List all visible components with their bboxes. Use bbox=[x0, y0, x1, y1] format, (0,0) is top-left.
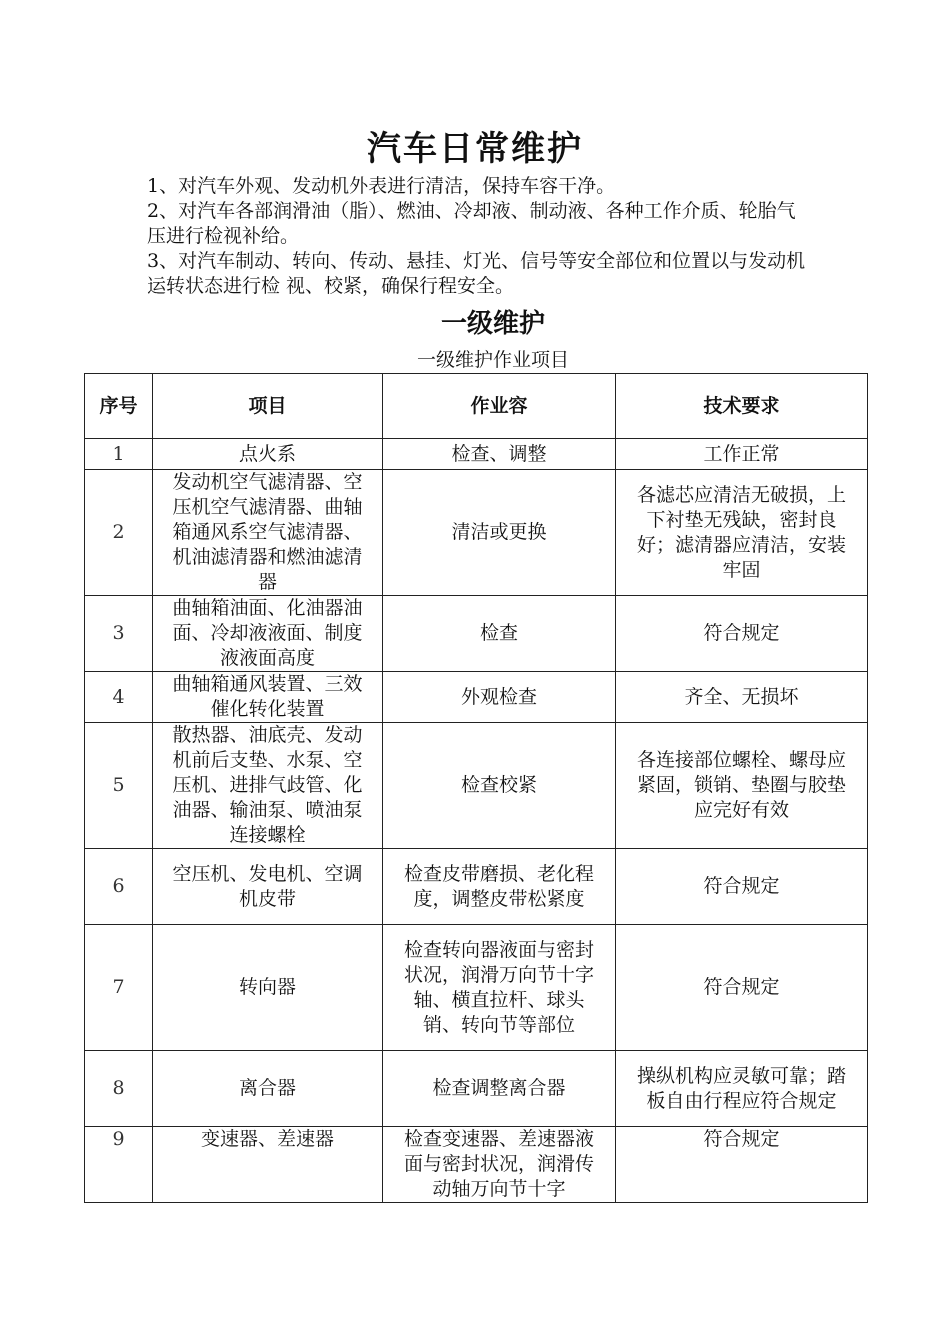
cell-item: 散热器、油底壳、发动机前后支垫、水泵、空压机、进排气歧管、化油器、输油泵、喷油泵连接螺栓 bbox=[153, 723, 383, 849]
intro-item: 3、对汽车制动、转向、传动、悬挂、灯光、信号等安全部位和位置以与发动机运转状态进行检 视、校紧，确保行程安全。 bbox=[147, 250, 806, 297]
cell-operation: 外观检查 bbox=[383, 672, 616, 723]
header-cell-item: 项目 bbox=[153, 374, 383, 439]
cell-item: 发动机空气滤清器、空压机空气滤清器、曲轴箱通风系空气滤清器、机油滤清器和燃油滤清器 bbox=[153, 470, 383, 596]
cell-index: 9 bbox=[85, 1127, 153, 1203]
cell-operation: 检查变速器、差速器液面与密封状况，润滑传动轴万向节十字 bbox=[383, 1127, 616, 1203]
intro-list bbox=[147, 174, 812, 299]
cell-requirement: 符合规定 bbox=[616, 925, 868, 1051]
cell-requirement: 符合规定 bbox=[616, 1127, 868, 1203]
cell-item: 离合器 bbox=[153, 1051, 383, 1127]
header-cell-operation: 作业容 bbox=[383, 374, 616, 439]
cell-index: 7 bbox=[85, 925, 153, 1051]
cell-item: 转向器 bbox=[153, 925, 383, 1051]
header-cell-requirement: 技术要求 bbox=[616, 374, 868, 439]
cell-requirement: 工作正常 bbox=[616, 439, 868, 470]
cell-requirement: 符合规定 bbox=[616, 849, 868, 925]
table-row bbox=[85, 925, 868, 1051]
cell-index: 2 bbox=[85, 470, 153, 596]
cell-operation: 检查转向器液面与密封状况，润滑万向节十字轴、横直拉杆、球头销、转向节等部位 bbox=[383, 925, 616, 1051]
table-row bbox=[85, 849, 868, 925]
table-row bbox=[85, 672, 868, 723]
cell-item: 曲轴箱油面、化油器油面、冷却液液面、制度液液面高度 bbox=[153, 596, 383, 672]
cell-operation: 检查、调整 bbox=[383, 439, 616, 470]
cell-requirement: 各滤芯应清洁无破损，上下衬垫无残缺，密封良好；滤清器应清洁，安装牢固 bbox=[616, 470, 868, 596]
table-row bbox=[85, 1051, 868, 1127]
cell-requirement: 齐全、无损坏 bbox=[616, 672, 868, 723]
table-row bbox=[85, 596, 868, 672]
table-row bbox=[85, 1127, 868, 1203]
cell-operation: 检查校紧 bbox=[383, 723, 616, 849]
header-cell-index: 序号 bbox=[85, 374, 153, 439]
maintenance-table bbox=[84, 373, 868, 1203]
cell-index: 3 bbox=[85, 596, 153, 672]
cell-index: 5 bbox=[85, 723, 153, 849]
cell-index: 1 bbox=[85, 439, 153, 470]
cell-operation: 检查调整离合器 bbox=[383, 1051, 616, 1127]
section-title: 一级维护 bbox=[440, 309, 545, 339]
page-title: 汽车日常维护 bbox=[367, 129, 583, 169]
cell-item: 曲轴箱通风装置、三效催化转化装置 bbox=[153, 672, 383, 723]
cell-item: 变速器、差速器 bbox=[153, 1127, 383, 1203]
cell-item: 空压机、发电机、空调机皮带 bbox=[153, 849, 383, 925]
cell-requirement: 符合规定 bbox=[616, 596, 868, 672]
cell-operation: 检查 bbox=[383, 596, 616, 672]
cell-index: 4 bbox=[85, 672, 153, 723]
table-header-row bbox=[85, 374, 868, 439]
cell-item: 点火系 bbox=[153, 439, 383, 470]
cell-operation: 检查皮带磨损、老化程度，调整皮带松紧度 bbox=[383, 849, 616, 925]
table-row bbox=[85, 723, 868, 849]
cell-requirement: 各连接部位螺栓、螺母应紧固，锁销、垫圈与胶垫应完好有效 bbox=[616, 723, 868, 849]
cell-requirement: 操纵机构应灵敏可靠；踏板自由行程应符合规定 bbox=[616, 1051, 868, 1127]
cell-index: 8 bbox=[85, 1051, 153, 1127]
table-row bbox=[85, 439, 868, 470]
intro-item: 1、对汽车外观、发动机外表进行清洁，保持车容干净。 bbox=[147, 175, 616, 197]
cell-index: 6 bbox=[85, 849, 153, 925]
intro-item: 2、对汽车各部润滑油（脂）、燃油、冷却液、制动液、各种工作介质、轮胎气压进行检视补给。 bbox=[147, 200, 796, 247]
cell-operation: 清洁或更换 bbox=[383, 470, 616, 596]
table-caption: 一级维护作业项目 bbox=[416, 349, 569, 371]
table-row bbox=[85, 470, 868, 596]
